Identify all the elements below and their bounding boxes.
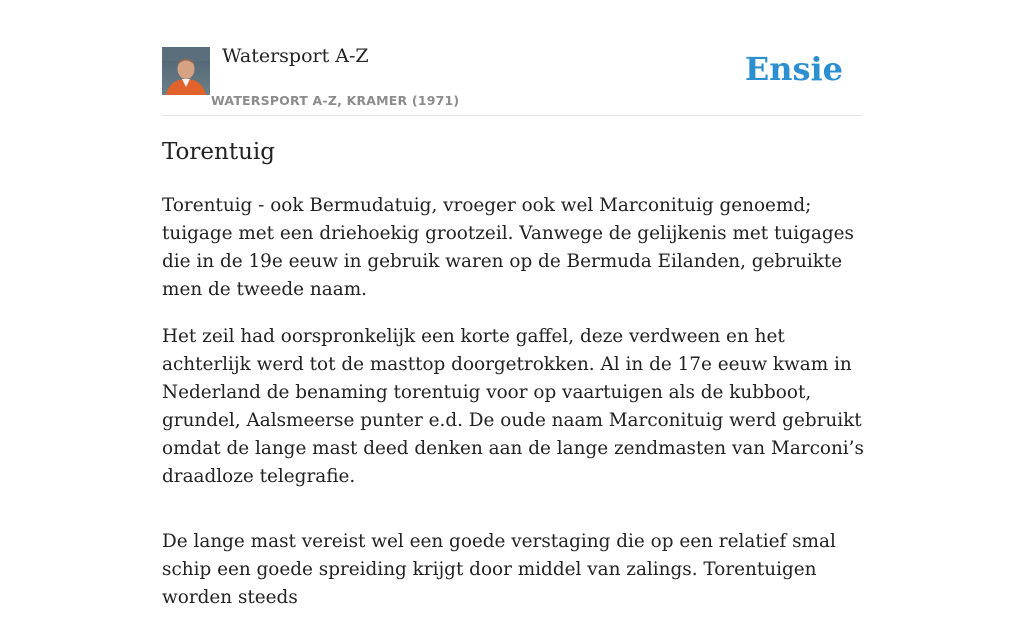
source-subtitle[interactable]: WATERSPORT A-Z, KRAMER (1971) — [211, 93, 460, 108]
source-title[interactable]: Watersport A-Z — [222, 45, 369, 67]
article-body — [162, 192, 872, 631]
article-title: Torentuig — [162, 139, 275, 165]
avatar[interactable] — [162, 47, 210, 95]
content-container — [162, 0, 864, 608]
brand-logo[interactable]: Ensie — [744, 50, 843, 88]
source-header — [162, 0, 862, 116]
paragraph: De lange mast vereist wel een goede verstaging die op een relatief smal schip een goede spreiding krijgt door middel van zalings. Torentuigen worden steeds — [162, 531, 836, 608]
paragraph: Torentuig - ook Bermudatuig, vroeger ook wel Marconituig genoemd; tuigage met een driehoekig grootzeil. Vanwege de gelijkenis met tuigages die in de 19e eeuw in gebruik waren op de Bermuda Eilanden, gebruikte men de tweede naam. — [162, 195, 854, 300]
person-photo-icon — [162, 47, 210, 95]
paragraph: Het zeil had oorspronkelijk een korte gaffel, deze verdween en het achterlijk werd tot de masttop doorgetrokken. Al in de 17e eeuw kwam in Nederland de benaming torentuig voor op vaartuigen als de kubboot, grundel, Aalsmeerse punter e.d. De oude naam Marconituig werd gebruikt omdat de lange mast deed denken aan de lange zendmasten van Marconi’s draadloze telegrafie. — [162, 326, 864, 487]
